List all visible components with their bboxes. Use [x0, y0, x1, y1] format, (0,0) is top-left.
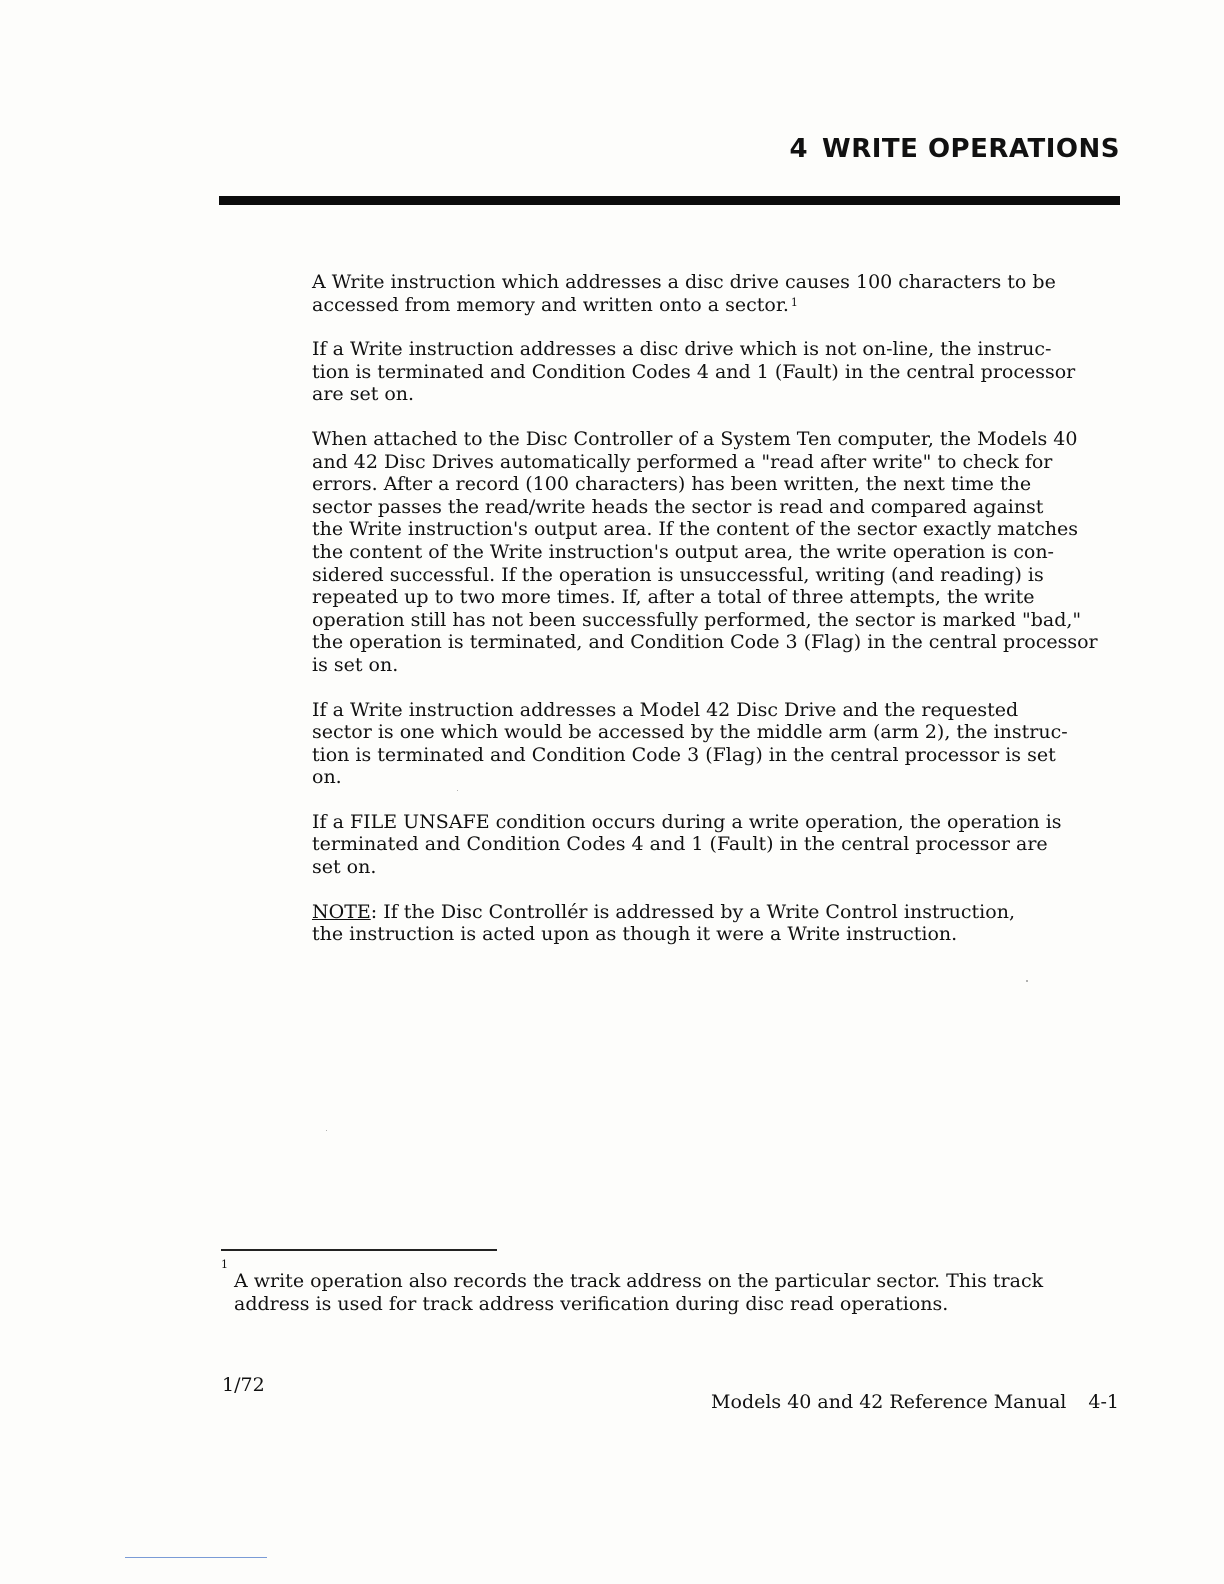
text-line: sector is one which would be accessed by the middle arm (arm 2), the instruc- — [312, 721, 1068, 744]
paragraph-read-after-write — [312, 428, 1134, 677]
paragraph-model-42 — [312, 699, 1134, 789]
note-label: NOTE — [312, 900, 371, 923]
text-line — [312, 294, 1134, 317]
body-text — [312, 271, 1134, 968]
text-line: is set on. — [312, 653, 399, 676]
footnote-number: 1 — [221, 1258, 228, 1271]
text-line: If a Write instruction addresses a disc drive which is not on-line, the instruc- — [312, 338, 1052, 361]
scan-edge-mark — [125, 1557, 267, 1558]
scan-speck — [457, 790, 458, 791]
text-line: tion is terminated and Condition Code 3 (Flag) in the central processor is set — [312, 743, 1056, 766]
page-number: 4-1 — [1088, 1391, 1119, 1413]
chapter-number: 4 — [789, 134, 809, 164]
text-line — [312, 901, 1134, 924]
text-line: terminated and Condition Codes 4 and 1 (Fault) in the central processor are — [312, 833, 1048, 856]
footnote-rule — [221, 1249, 497, 1251]
text-line: A write operation also records the track address on the particular sector. This track — [234, 1270, 1044, 1292]
text-line: set on. — [312, 856, 377, 879]
text-line: the operation is terminated, and Condition Code 3 (Flag) in the central processor — [312, 631, 1098, 654]
manual-title: Models 40 and 42 Reference Manual — [711, 1391, 1067, 1413]
scan-speck — [1026, 980, 1028, 982]
revision-date: 1/72 — [222, 1374, 265, 1396]
text-line: If a Write instruction addresses a Model 42 Disc Drive and the requested — [312, 698, 1019, 721]
text-line: the content of the Write instruction's output area, the write operation is con- — [312, 540, 1054, 563]
chapter-title: WRITE OPERATIONS — [822, 134, 1120, 164]
paragraph-not-online — [312, 338, 1134, 406]
text-line: operation still has not been successfully performed, the sector is marked "bad," — [312, 608, 1082, 631]
paragraph-file-unsafe — [312, 811, 1134, 879]
text-line: tion is terminated and Condition Codes 4 and 1 (Fault) in the central processor — [312, 360, 1076, 383]
footnote — [234, 1270, 1134, 1316]
text-line: the Write instruction's output area. If the content of the sector exactly matches — [312, 518, 1079, 541]
text-line: address is used for track address verification during disc read operations. — [234, 1293, 949, 1315]
text-line: When attached to the Disc Controller of a System Ten computer, the Models 40 — [312, 427, 1078, 450]
heading-rule — [219, 196, 1120, 205]
text-line: errors. After a record (100 characters) has been written, the next time the — [312, 473, 1032, 496]
text-line: repeated up to two more times. If, after a total of three attempts, the write — [312, 586, 1035, 609]
text-line: If a FILE UNSAFE condition occurs during a write operation, the operation is — [312, 810, 1062, 833]
paragraph-write-instruction — [312, 271, 1134, 316]
text-line: on. — [312, 766, 342, 789]
running-footer — [711, 1391, 1119, 1413]
chapter-heading — [789, 134, 1120, 164]
text-line: sector passes the read/write heads the sector is read and compared against — [312, 495, 1044, 518]
footnote-reference: 1 — [790, 295, 798, 309]
scan-speck — [326, 1130, 327, 1131]
text-line-content: accessed from memory and written onto a sector. — [312, 293, 789, 316]
text-line: A Write instruction which addresses a disc drive causes 100 characters to be — [312, 271, 1056, 293]
text-line: sidered successful. If the operation is unsuccessful, writing (and reading) is — [312, 563, 1044, 586]
text-line: are set on. — [312, 383, 415, 406]
text-line: and 42 Disc Drives automatically performed a "read after write" to check for — [312, 450, 1053, 473]
text-line: the instruction is acted upon as though it were a Write instruction. — [312, 923, 958, 946]
note-paragraph — [312, 901, 1134, 946]
text-line-content: : If the Disc Controllér is addressed by a Write Control instruction, — [370, 900, 1015, 923]
